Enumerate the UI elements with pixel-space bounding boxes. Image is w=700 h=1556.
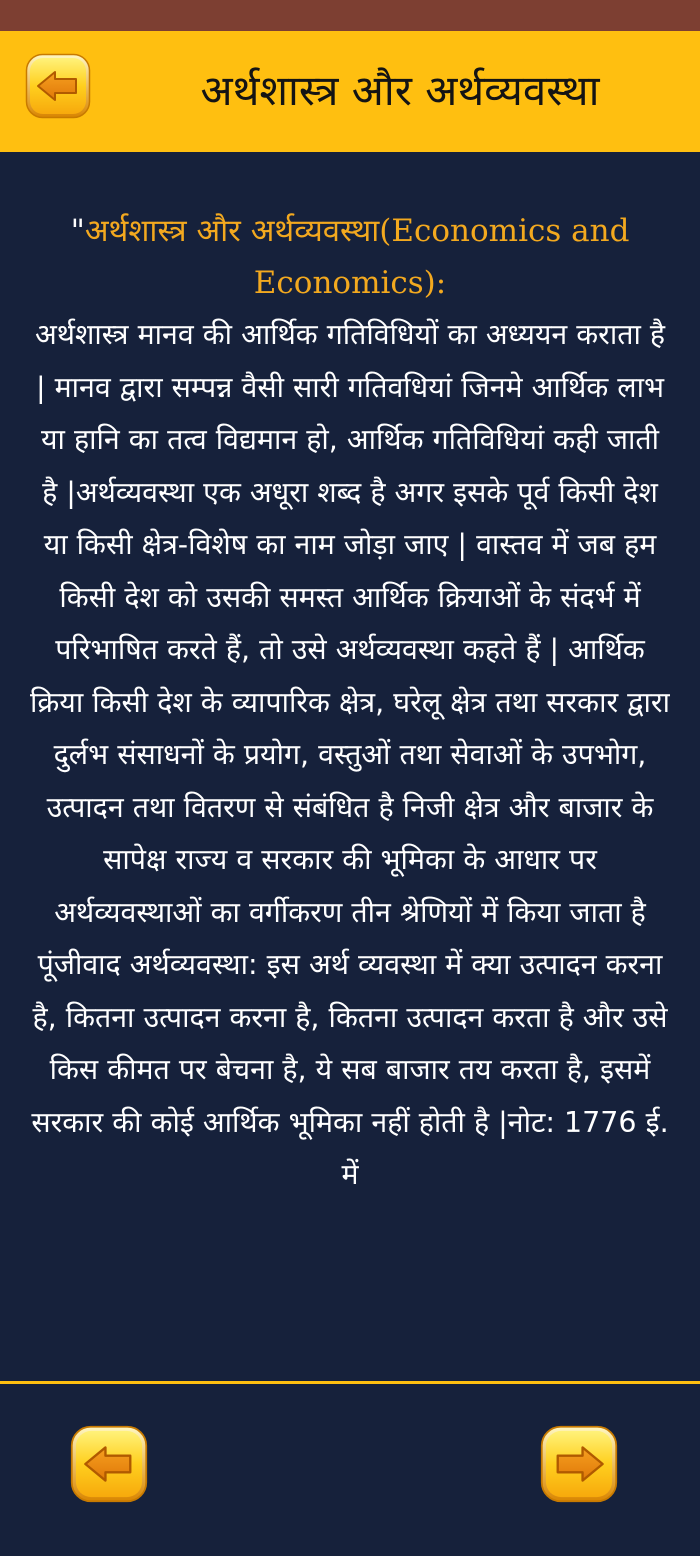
arrow-right-icon — [540, 1425, 618, 1503]
footer-divider — [0, 1381, 700, 1384]
page-title: अर्थशास्त्र और अर्थव्यवस्था — [200, 65, 600, 115]
article-heading-text: अर्थशास्त्र और अर्थव्यवस्था(Economics and Economics): — [84, 213, 630, 301]
arrow-left-icon — [25, 53, 91, 119]
opening-quote-mark: " — [70, 213, 85, 249]
article-content — [30, 205, 670, 1315]
previous-button[interactable] — [70, 1425, 148, 1503]
article-heading — [30, 205, 670, 309]
status-bar — [0, 0, 700, 31]
arrow-left-icon — [70, 1425, 148, 1503]
header-back-button[interactable] — [25, 53, 91, 119]
article-body: अर्थशास्त्र मानव की आर्थिक गतिविधियों का अध्ययन कराता है | मानव द्वारा सम्पन्न वैसी सारी गतिवधियां जिनमे आर्थिक लाभ या हानि का तत्व विद्यमान हो, आर्थिक गतिविधियां कही जाती है |अर्थव्यवस्था एक अधूरा शब्द है अगर इसके पूर्व किसी देश या किसी क्षेत्र-विशेष का नाम जोड़ा जाए | वास्तव में जब हम किसी देश को उसकी समस्त आर्थिक क्रियाओं के संदर्भ में परिभाषित करते हैं, तो उसे अर्थव्यवस्था कहते हैं | आर्थिक क्रिया किसी देश के व्यापारिक क्षेत्र, घरेलू क्षेत्र तथा सरकार द्वारा दुर्लभ संसाधनों के प्रयोग, वस्तुओं तथा सेवाओं के उपभोग, उत्पादन तथा वितरण से संबंधित है निजी क्षेत्र और बाजार के सापेक्ष राज्य व सरकार की भूमिका के आधार पर अर्थव्यवस्थाओं का वर्गीकरण तीन श्रेणियों में किया जाता है पूंजीवाद अर्थव्यवस्था: इस अर्थ व्यवस्था में क्या उत्पादन करना है, कितना उत्पादन करना है, कितना उत्पादन करता है और उसे किस कीमत पर बेचना है, ये सब बाजार तय करता है, इसमें सरकार की कोई आर्थिक भूमिका नहीं होती है |नोट: 1776 ई. में — [30, 318, 670, 1191]
app-header — [0, 31, 700, 152]
next-button[interactable] — [540, 1425, 618, 1503]
